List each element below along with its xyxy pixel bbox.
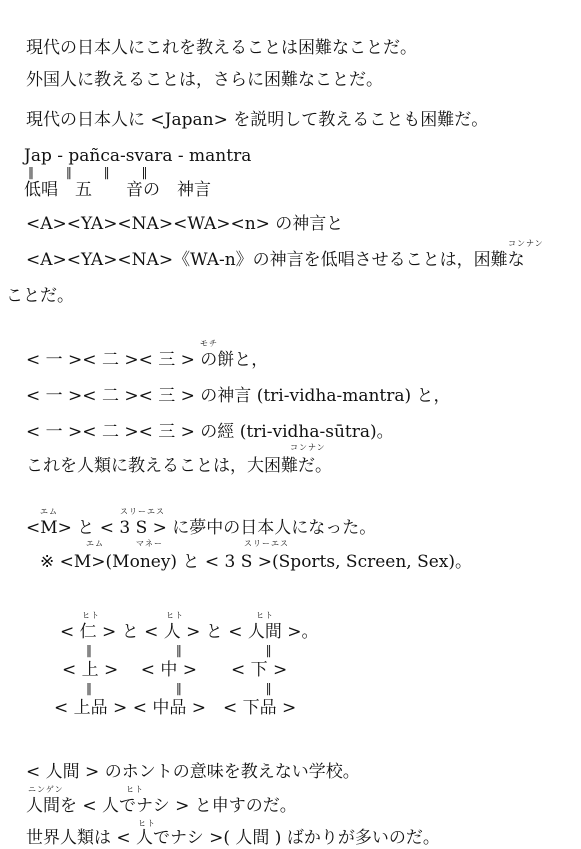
text-line-18: < 人間 > のホントの意味を教えない学校。 <box>26 762 360 782</box>
text-line-11: < 一 >< 二 >< 三 > の經 (tri-vidha-sūtra)。 <box>26 422 394 442</box>
ruby-emu-2: エム <box>86 539 104 548</box>
text-line-12: これを人類に教えることは，大困難だ。 <box>26 456 332 476</box>
text-line-19: 人間を < 人でナシ > と申すのだ。 <box>26 796 297 816</box>
ruby-emu: エム <box>40 507 58 516</box>
text-line-5: 低唱 五 音の 神言 <box>24 180 211 200</box>
ruby-suriesu: スリーエス <box>120 507 165 516</box>
ruby-hito-5: ヒト <box>138 819 156 828</box>
text-line-7: <A><YA><NA>《WA-n》の神言を低唱させることは，困難な <box>26 250 525 270</box>
text-line-4: Jap - pañca-svara - mantra <box>24 146 252 166</box>
text-line-14: ※ <M>(Money) と < 3 S >(Sports, Screen, Sex)。 <box>40 552 473 572</box>
text-line-20: 世界人類は < 人でナシ >( 人間 ) ばかりが多いのだ。 <box>26 828 440 848</box>
text-line-3: 現代の日本人に <Japan> を説明して教えることも困難だ。 <box>26 110 489 130</box>
ruby-mochi: モチ <box>200 339 218 348</box>
ruby-mane: マネー <box>136 539 163 548</box>
text-line-6: <A><YA><NA><WA><n> の神言と <box>26 214 344 234</box>
ruby-konnan: コンナン <box>508 239 544 248</box>
equals-marks-row-3: ‖ ‖ ‖ <box>86 681 273 695</box>
text-line-8: ことだ。 <box>6 286 74 306</box>
text-line-2: 外国人に教えることは，さらに困難なことだ。 <box>26 70 383 90</box>
ruby-hito-1: ヒト <box>82 611 100 620</box>
equals-marks-row-1: ‖ ‖ ‖ ‖ <box>28 165 149 179</box>
text-line-9: < 一 >< 二 >< 三 > の餅と， <box>26 350 269 370</box>
ruby-suriesu-2: スリーエス <box>244 539 289 548</box>
ruby-hito-2: ヒト <box>166 611 184 620</box>
text-line-17: < 上品 > < 中品 > < 下品 > <box>54 698 297 718</box>
text-line-10: < 一 >< 二 >< 三 > の神言 (tri-vidha-mantra) と， <box>26 386 451 406</box>
ruby-konnan-2: コンナン <box>290 443 326 452</box>
text-line-15: < 仁 > と < 人 > と < 人間 >。 <box>60 622 319 642</box>
text-line-1: 現代の日本人にこれを教えることは困難なことだ。 <box>26 38 417 58</box>
ruby-ningen: ニンゲン <box>28 785 64 794</box>
ruby-hito-4: ヒト <box>126 785 144 794</box>
text-line-13: <M> と < 3 S > に夢中の日本人になった。 <box>26 518 377 538</box>
ruby-hito-3: ヒト <box>256 611 274 620</box>
text-line-16: < 上 > < 中 > < 下 > <box>62 660 288 680</box>
equals-marks-row-2: ‖ ‖ ‖ <box>86 643 273 657</box>
